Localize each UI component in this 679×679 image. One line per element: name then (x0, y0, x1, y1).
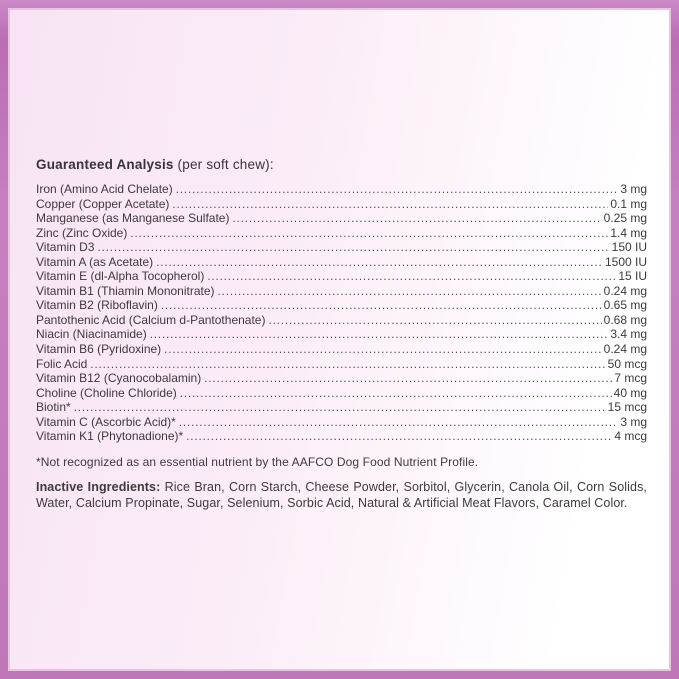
nutrient-row (36, 357, 647, 372)
nutrient-row (36, 211, 647, 226)
nutrient-name: Vitamin B1 (Thiamin Mononitrate) (36, 283, 215, 298)
nutrient-name: Vitamin D3 (36, 240, 95, 255)
dot-leader (204, 371, 612, 387)
nutrient-amount: 0.1 mg (610, 196, 647, 211)
nutrient-name: Choline (Choline Chloride) (36, 385, 177, 400)
nutrient-amount: 4 mcg (614, 429, 647, 444)
nutrient-name: Vitamin E (dl-Alpha Tocopherol) (36, 269, 205, 284)
dot-leader (130, 226, 608, 242)
inactive-ingredients (36, 479, 647, 511)
nutrient-amount: 3.4 mg (610, 327, 647, 342)
dot-leader (232, 211, 601, 227)
nutrient-amount: 0.24 mg (603, 342, 647, 357)
nutrient-row (36, 197, 647, 212)
nutrient-name: Iron (Amino Acid Chelate) (36, 182, 173, 196)
dot-leader (161, 298, 602, 314)
nutrient-row (36, 269, 647, 284)
nutrient-row (36, 371, 647, 386)
inactive-ingredients-list: Rice Bran, Corn Starch, Cheese Powder, Sorbitol, Glycerin, Canola Oil, Corn Solids, Water, Calcium Propinate, Sugar, Selenium, Sorbic Acid, Natural & Artificial Meat Flavors, Caramel Color. (36, 479, 647, 510)
nutrient-row (36, 182, 647, 197)
nutrient-amount: 3 mg (620, 182, 647, 196)
nutrient-name: Manganese (as Manganese Sulfate) (36, 211, 230, 226)
nutrient-name: Vitamin B2 (Riboflavin) (36, 298, 158, 313)
nutrient-name: Vitamin B12 (Cyanocobalamin) (36, 371, 202, 386)
dot-leader (172, 197, 608, 213)
nutrient-amount: 0.65 mg (603, 298, 647, 313)
nutrient-name: Pantothenic Acid (Calcium d-Pantothenate) (36, 312, 266, 327)
dot-leader (164, 342, 601, 358)
nutrient-row (36, 342, 647, 357)
dot-leader (186, 429, 612, 445)
guaranteed-analysis-heading (36, 157, 647, 173)
inactive-ingredients-heading: Inactive Ingredients: (36, 479, 161, 494)
nutrient-row (36, 327, 647, 342)
aafco-footnote: *Not recognized as an essential nutrient by the AAFCO Dog Food Nutrient Profile. (36, 454, 479, 469)
label-background (8, 8, 671, 671)
nutrient-name: Folic Acid (36, 356, 88, 371)
nutrient-row (36, 313, 647, 328)
nutrient-name: Vitamin B6 (Pyridoxine) (36, 342, 162, 357)
nutrient-amount: 0.68 mg (603, 312, 647, 327)
nutrient-amount: 1500 IU (604, 254, 647, 269)
guaranteed-analysis-title: Guaranteed Analysis (36, 157, 174, 172)
dot-leader (218, 284, 602, 300)
nutrient-amount: 3 mg (620, 414, 647, 429)
nutrient-amount: 50 mcg (607, 356, 647, 371)
per-soft-chew-note: (per soft chew): (173, 157, 274, 172)
label-content (36, 157, 647, 511)
nutrient-row (36, 240, 647, 255)
dot-leader (207, 269, 616, 285)
nutrient-name: Niacin (Niacinamide) (36, 327, 147, 342)
nutrient-name: Copper (Copper Acetate) (36, 196, 170, 211)
nutrient-name: Vitamin C (Ascorbic Acid)* (36, 414, 176, 429)
nutrient-row (36, 415, 647, 430)
dot-leader (90, 357, 605, 373)
nutrient-row (36, 400, 647, 415)
nutrient-amount: 40 mg (613, 385, 647, 400)
dot-leader (268, 313, 601, 329)
nutrient-amount: 0.24 mg (603, 283, 647, 298)
nutrient-amount: 150 IU (611, 240, 647, 255)
nutrient-amount: 15 mcg (607, 400, 647, 415)
dot-leader (97, 240, 609, 256)
nutrient-table (36, 182, 647, 444)
nutrient-amount: 7 mcg (614, 371, 647, 386)
nutrient-name: Vitamin K1 (Phytonadione)* (36, 429, 184, 444)
dot-leader (156, 255, 603, 271)
dot-leader (150, 327, 609, 343)
nutrient-row (36, 255, 647, 270)
nutrient-amount: 15 IU (618, 269, 647, 284)
nutrient-name: Biotin* (36, 400, 71, 415)
nutrient-name: Zinc (Zinc Oxide) (36, 225, 128, 240)
nutrient-row (36, 429, 647, 444)
dot-leader (180, 386, 612, 402)
nutrient-name: Vitamin A (as Acetate) (36, 254, 154, 269)
dot-leader (74, 400, 606, 416)
dot-leader (179, 415, 618, 431)
nutrient-amount: 1.4 mg (610, 225, 647, 240)
nutrient-amount: 0.25 mg (603, 211, 647, 226)
nutrient-row (36, 226, 647, 241)
nutrient-row (36, 386, 647, 401)
nutrient-row (36, 298, 647, 313)
nutrient-row (36, 284, 647, 299)
dot-leader (176, 182, 619, 198)
